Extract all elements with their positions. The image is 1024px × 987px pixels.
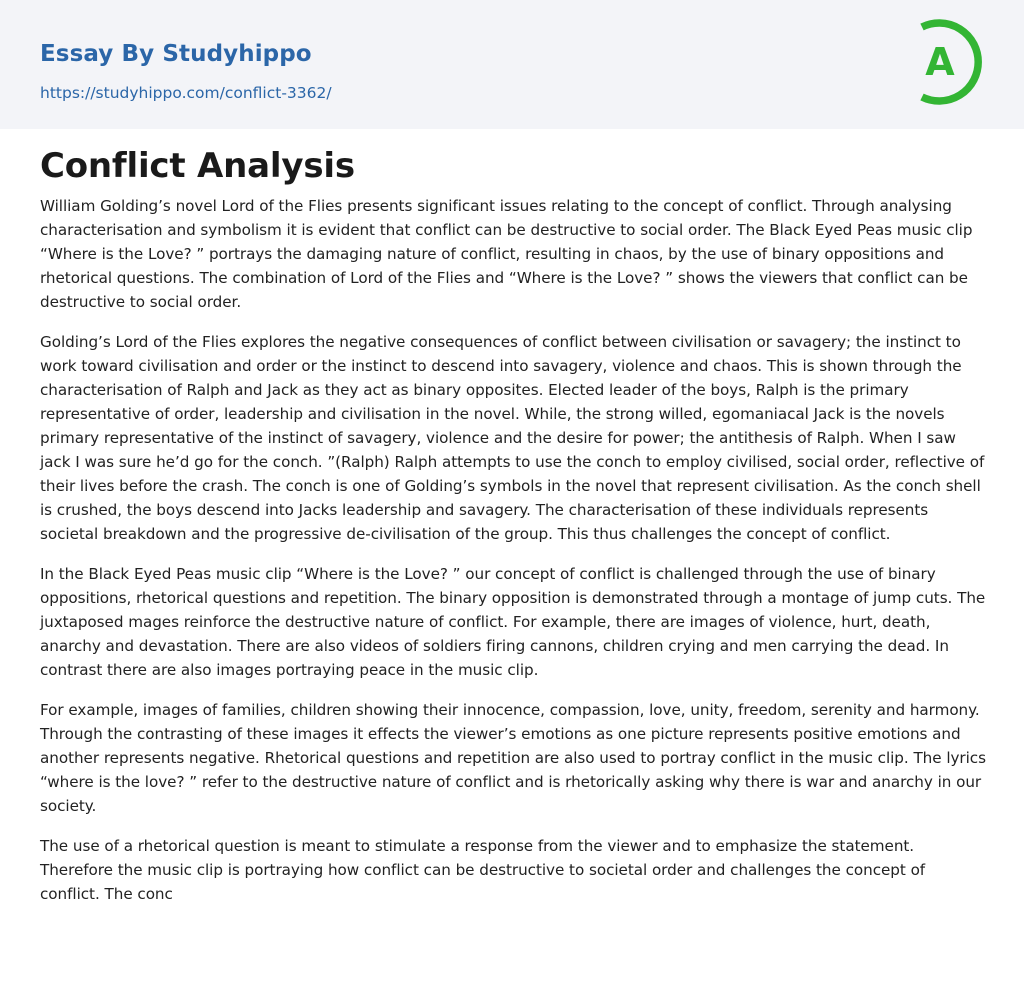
paragraph: Golding’s Lord of the Flies explores the negative consequences of conflict between civilisation or savagery; the instinct to work toward civilisation and order or the instinct to descend into savagery, violence and chaos. This is shown through the characterisation of Ralph and Jack as they act as binary opposites. Elected leader of the boys, Ralph is the primary representative of order, leadership and civilisation in the novel. While, the strong willed, egomaniacal Jack is the novels primary representative of the instinct of savagery, violence and the desire for power; the antithesis of Ralph. When I saw jack I was sure he’d go for the conch. ”(Ralph) Ralph attempts to use the conch to employ civilised, social order, reflective of their lives before the crash. The conch is one of Golding’s symbols in the novel that represent civilisation. As the conch shell is crushed, the boys descend into Jacks leadership and savagery. The characterisation of these individuals represents societal breakdown and the progressive de-civilisation of the group. This thus challenges the concept of conflict. (40, 333, 985, 543)
essay-url-link[interactable]: https://studyhippo.com/conflict-3362/ (40, 84, 332, 102)
article-body (40, 194, 988, 922)
studyhippo-logo-icon[interactable] (908, 18, 988, 106)
paragraph: For example, images of families, children showing their innocence, compassion, love, unity, freedom, serenity and harmony. Through the contrasting of these images it effects the viewer’s emotions as one picture represents positive emotions and another represents negative. Rhetorical questions and repetition are also used to portray conflict in the music clip. The lyrics “where is the love? ” refer to the destructive nature of conflict and is rhetorically asking why there is war and anarchy in our society. (40, 701, 986, 815)
paragraph: William Golding’s novel Lord of the Flies presents significant issues relating to the concept of conflict. Through analysing characterisation and symbolism it is evident that conflict can be destructive to social order. The Black Eyed Peas music clip “Where is the Love? ” portrays the damaging nature of conflict, resulting in chaos, by the use of binary oppositions and rhetorical questions. The combination of Lord of the Flies and “Where is the Love? ” shows the viewers that conflict can be destructive to social order. (40, 197, 973, 311)
paragraph: In the Black Eyed Peas music clip “Where is the Love? ” our concept of conflict is challenged through the use of binary oppositions, rhetorical questions and repetition. The binary opposition is demonstrated through a montage of jump cuts. The juxtaposed mages reinforce the destructive nature of conflict. For example, there are images of violence, hurt, death, anarchy and devastation. There are also videos of soldiers firing cannons, children crying and men carrying the dead. In contrast there are also images portraying peace in the music clip. (40, 565, 986, 679)
site-header (0, 0, 1024, 129)
page-title: Conflict Analysis (40, 146, 355, 186)
brand-title: Essay By Studyhippo (40, 41, 312, 67)
logo-letter: A (925, 40, 955, 84)
paragraph: The use of a rhetorical question is meant to stimulate a response from the viewer and to emphasize the statement. Therefore the music clip is portraying how conflict can be destructive to societal order and challenges the concept of conflict. The conc (40, 837, 926, 903)
